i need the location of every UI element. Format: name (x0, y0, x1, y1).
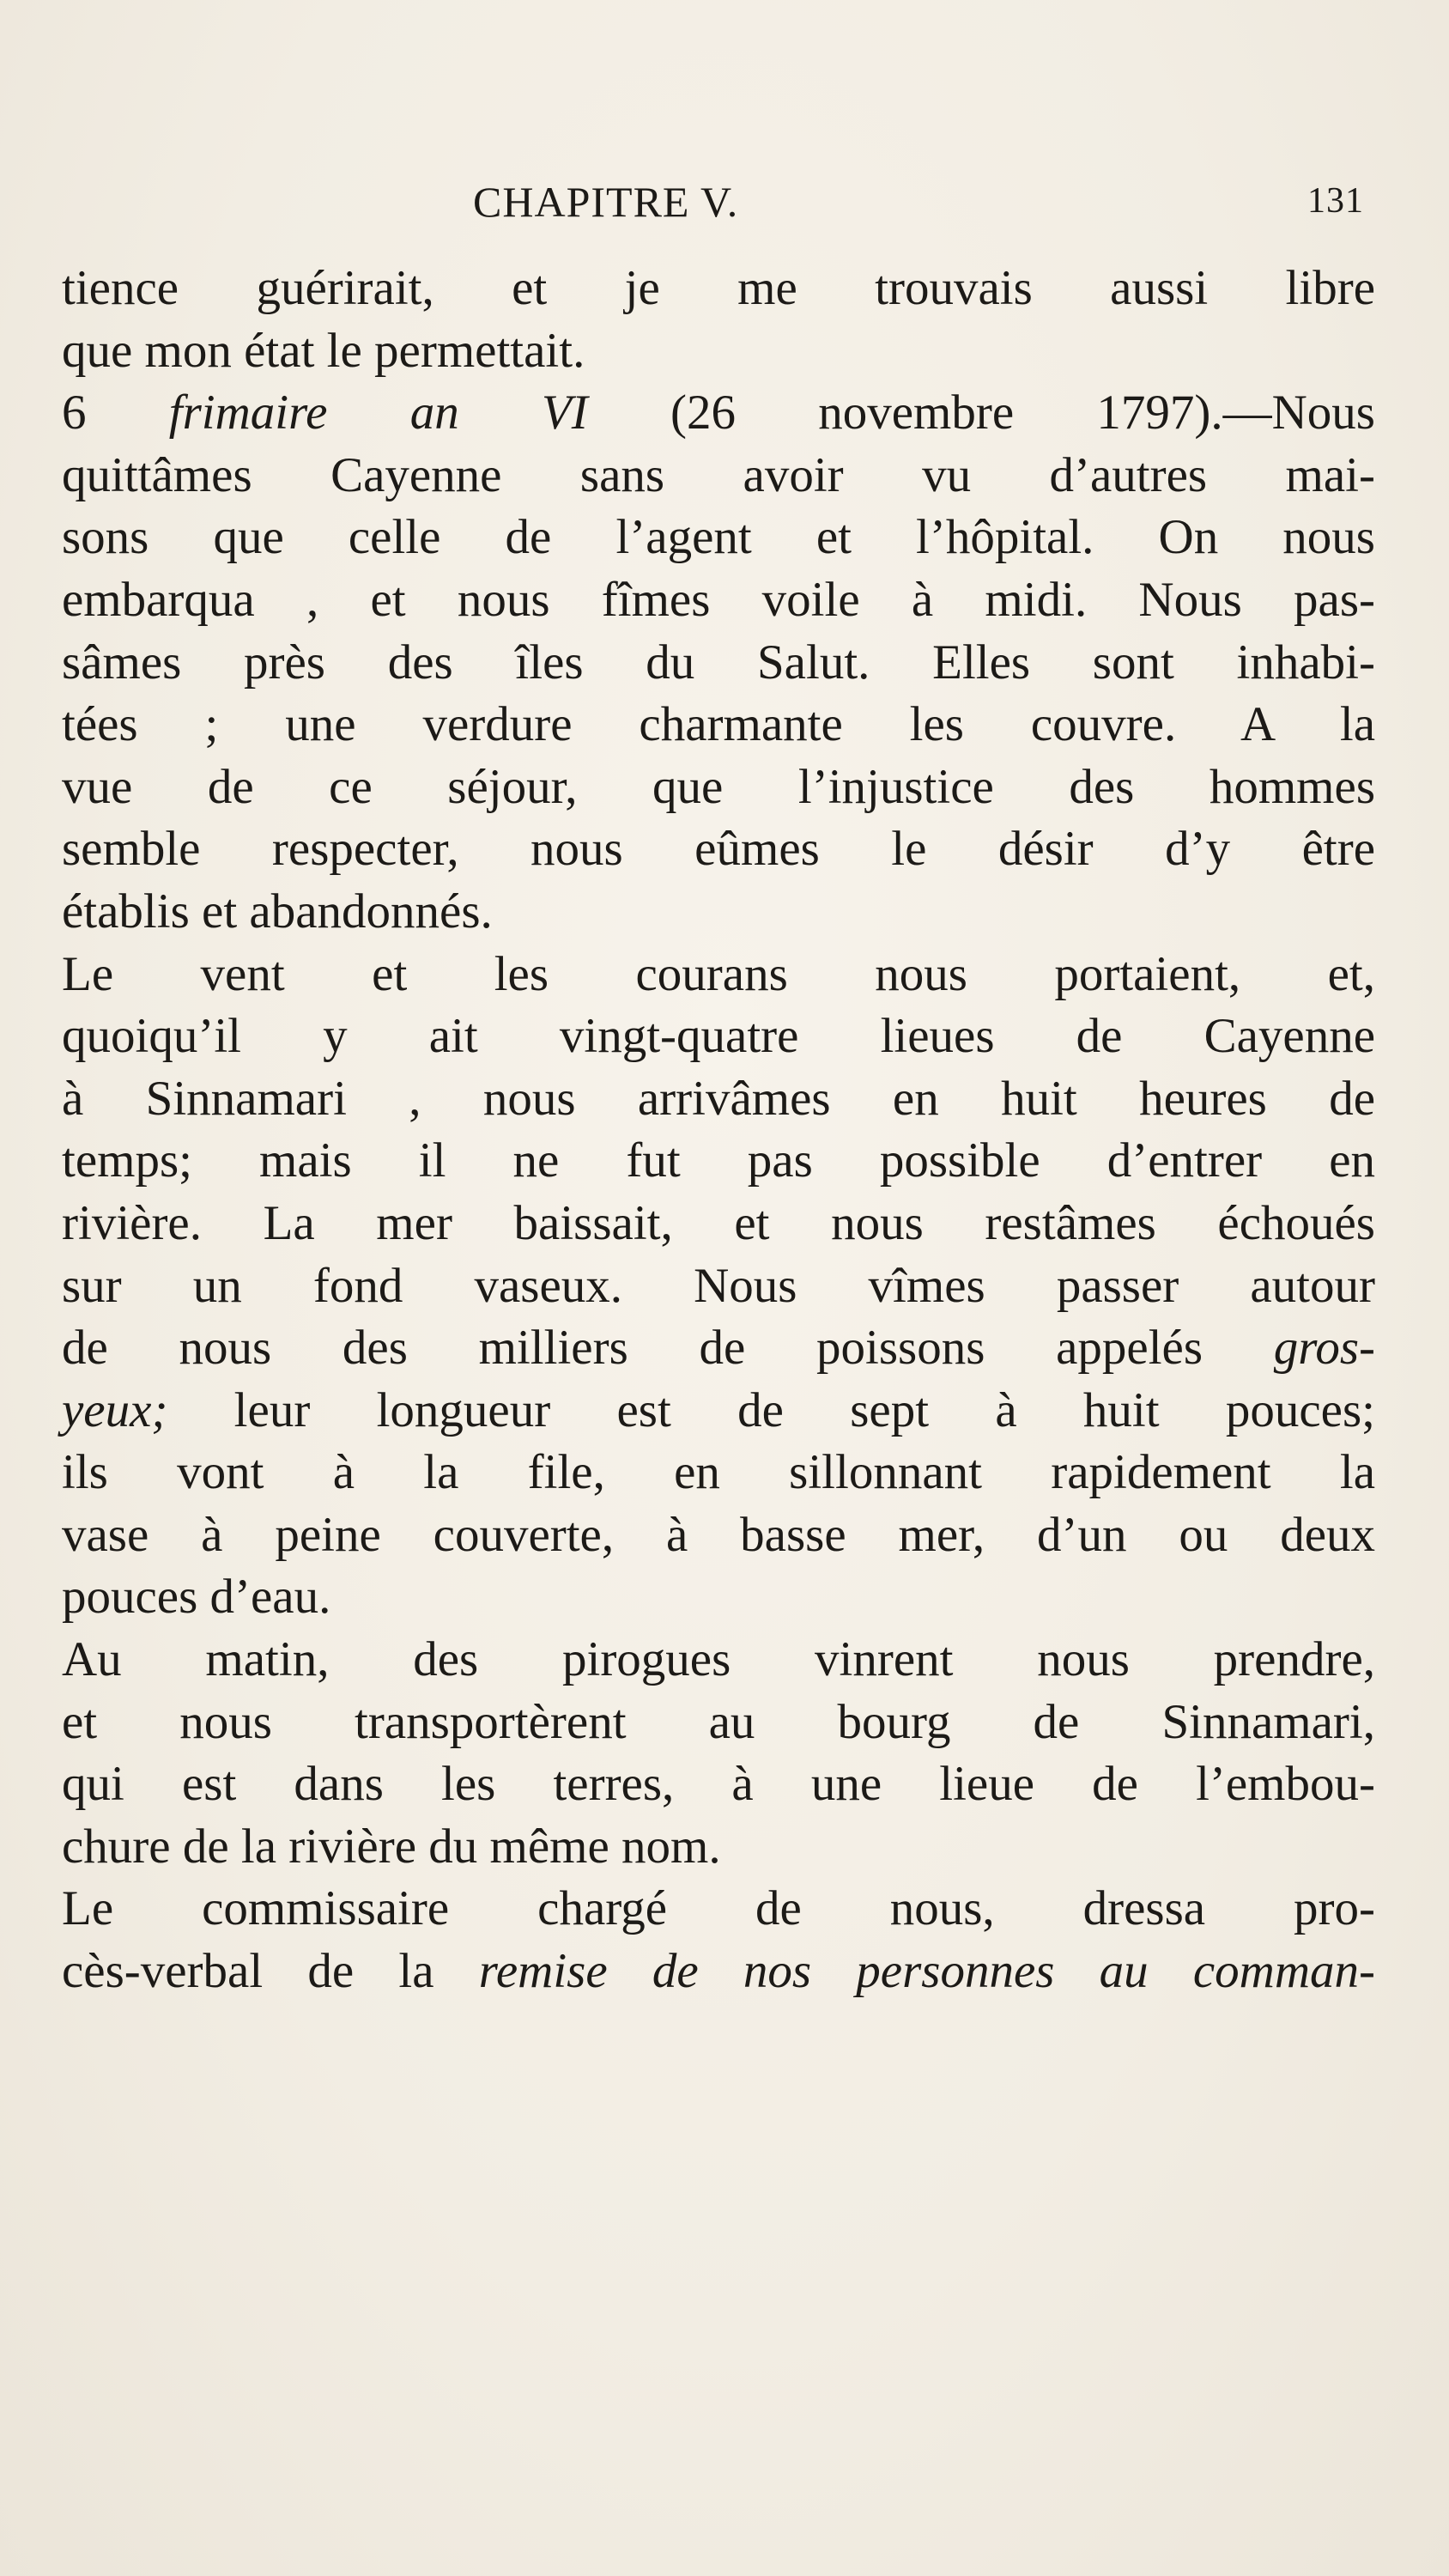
date-day: 6 (62, 386, 169, 440)
text-line: pouces d’eau. (62, 1570, 331, 1625)
text-line: tience guérirait, et je me trouvais aussi libre (62, 261, 1375, 315)
text-line: chure de la rivière du même nom. (62, 1819, 721, 1874)
text-line: à Sinnamari , nous arrivâmes en huit heures de (62, 1071, 1375, 1126)
text-line: sâmes près des îles du Salut. Elles sont inhabi- (62, 635, 1375, 690)
text-line-last (62, 1941, 1375, 2003)
text-line: semble respecter, nous eûmes le désir d’y être (62, 822, 1375, 877)
text-line: qui est dans les terres, à une lieue de l’embou- (62, 1757, 1375, 1812)
text-line: Le vent et les courans nous portaient, et, (62, 946, 1375, 1001)
text-line-fish (62, 1317, 1375, 1380)
text-line: rivière. La mer baissait, et nous restâmes échoués (62, 1195, 1375, 1250)
fish-name-cont: yeux; (62, 1382, 168, 1437)
text-line: quittâmes Cayenne sans avoir vu d’autres mai- (62, 447, 1375, 502)
text-line: vase à peine couverte, à basse mer, d’un ou deux (62, 1507, 1375, 1562)
body-text (62, 258, 1375, 2003)
text-line: Le commissaire chargé de nous, dressa pro- (62, 1881, 1375, 1936)
chapter-title: CHAPITRE V. (473, 178, 739, 226)
text-line: établis et abandonnés. (62, 884, 493, 939)
text-line: embarqua , et nous fîmes voile à midi. Nous pas- (62, 572, 1375, 627)
text-line: sons que celle de l’agent et l’hôpital. On nous (62, 510, 1375, 565)
text-line: que mon état le permettait. (62, 323, 585, 378)
page-number: 131 (1307, 181, 1364, 221)
text-line-fish-cont (62, 1380, 1375, 1443)
text-line: sur un fond vaseux. Nous vîmes passer autour (62, 1258, 1375, 1313)
text-line: Au matin, des pirogues vinrent nous prendre, (62, 1632, 1375, 1687)
fish-text: de nous des milliers de poissons appelés (62, 1321, 1274, 1376)
running-head (0, 177, 1449, 237)
text-line: ils vont à la file, en sillonnant rapidement la (62, 1445, 1375, 1500)
text-line: et nous transportèrent au bourg de Sinnamari, (62, 1694, 1375, 1749)
date-gregorian: (26 novembre 1797).—Nous (587, 386, 1375, 440)
date-republican: frimaire an VI (168, 386, 588, 440)
text-line-date (62, 382, 1375, 445)
fish-name: gros- (1273, 1321, 1375, 1376)
text-line: quoiqu’il y ait vingt-quatre lieues de Cayenne (62, 1009, 1375, 1064)
text-line: tées ; une verdure charmante les couvre. A la (62, 697, 1375, 752)
last-italic: remise de nos personnes au comman- (478, 1944, 1375, 1999)
text-line: vue de ce séjour, que l’injustice des hommes (62, 759, 1375, 814)
fish-length-text: leur longueur est de sept à huit pouces; (167, 1382, 1375, 1437)
last-text: cès-verbal de la (62, 1944, 479, 1999)
text-line: temps; mais il ne fut pas possible d’entrer en (62, 1133, 1375, 1188)
